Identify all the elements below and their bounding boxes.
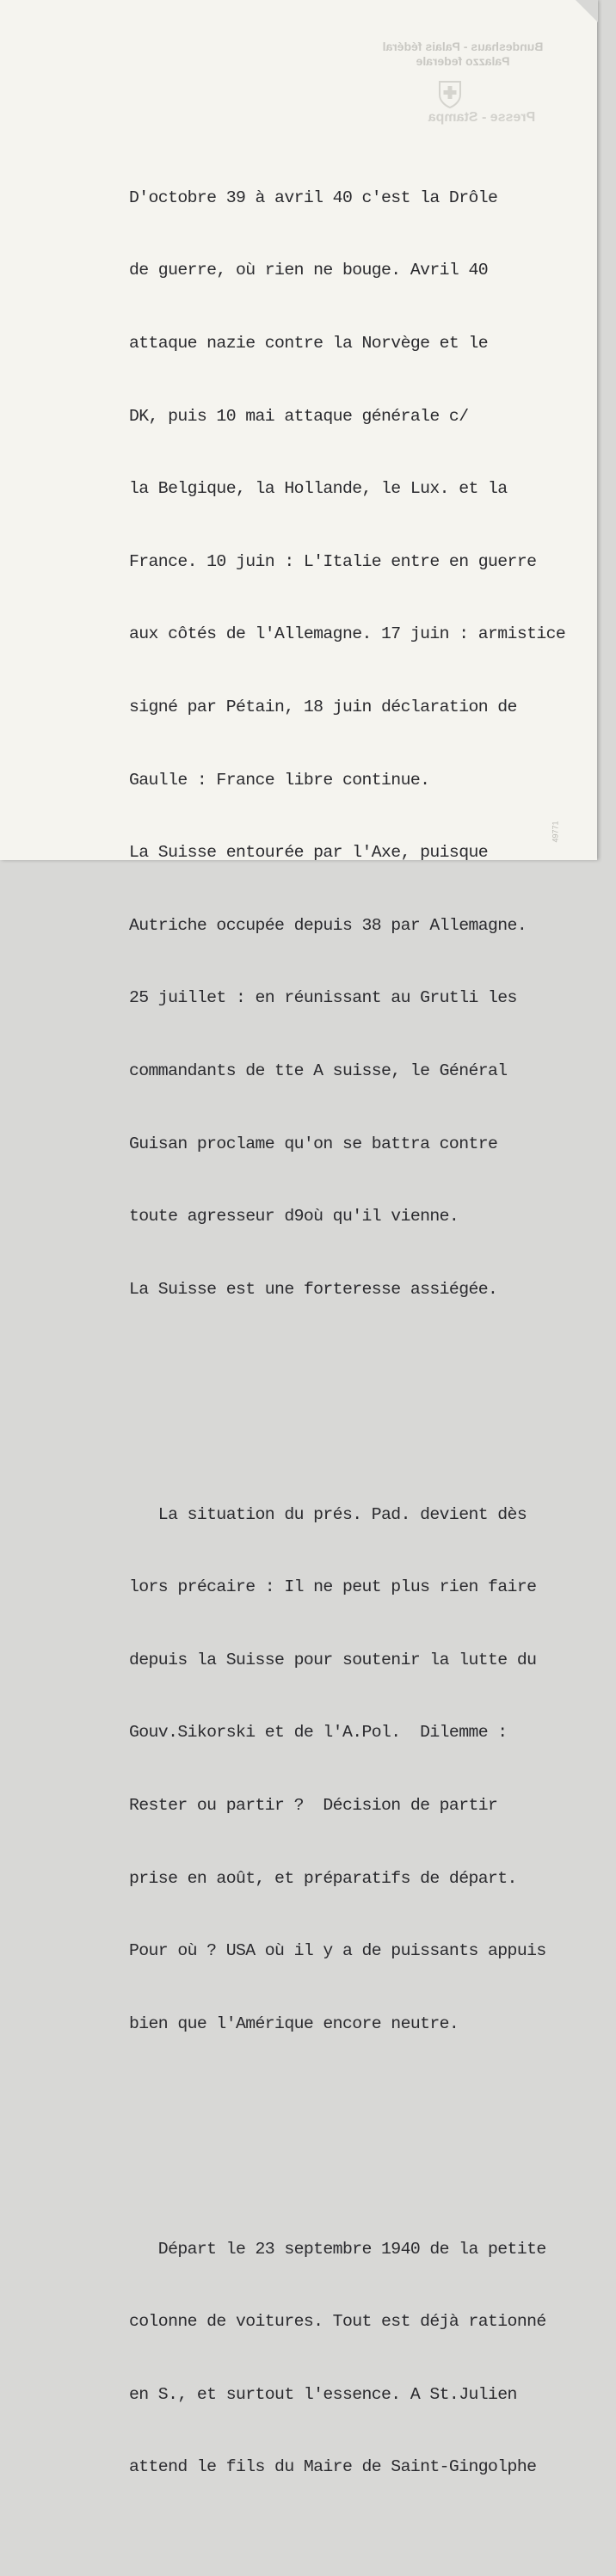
letterhead-show-through [360, 40, 566, 69]
text-line: commandants de tte A suisse, le Général [129, 1061, 508, 1080]
text-line: attend le fils du Maire de Saint-Gingolphe [129, 2457, 537, 2477]
letterhead-line-3: Presse - Stampa [428, 110, 536, 125]
typewritten-text [129, 89, 594, 2576]
text-line: lors précaire : Il ne peut plus rien faire [129, 1577, 537, 1597]
text-line: colonne de voitures. Tout est déjà rationné [129, 2312, 546, 2332]
text-line: Guisan proclame qu'on se battra contre [129, 1134, 498, 1153]
text-line: Gaulle : France libre continue. [129, 770, 430, 790]
text-line: la Belgique, la Hollande, le Lux. et la [129, 479, 508, 499]
text-line: La Suisse est une forteresse assiégée. [129, 1279, 498, 1299]
text-line: Pour où ? USA où il y a de puissants appuis [129, 1941, 546, 1961]
text-line: Autriche occupée depuis 38 par Allemagne. [129, 915, 527, 935]
letterhead-line-1: Bundeshaus - Palais fédéral [382, 40, 544, 53]
folded-corner [576, 0, 598, 22]
text-line: France. 10 juin : L'Italie entre en guerre [129, 551, 537, 571]
text-line: La Suisse entourée par l'Axe, puisque [129, 843, 489, 863]
text-line: 25 juillet : en réunissant au Grutli les [129, 988, 517, 1008]
text-line: prise en août, et préparatifs de départ. [129, 1868, 517, 1888]
paragraph-gap [129, 1399, 594, 1405]
text-line: D'octobre 39 à avril 40 c'est la Drôle [129, 188, 498, 207]
text-line: La situation du prés. Pad. devient dès [129, 1504, 527, 1524]
text-line: depuis la Suisse pour soutenir la lutte du [129, 1650, 537, 1669]
text-line: de guerre, où rien ne bouge. Avril 40 [129, 261, 489, 280]
text-line: toute agresseur d9où qu'il vienne. [129, 1207, 459, 1227]
paragraph-1 [129, 137, 594, 1349]
text-line: Rester ou partir ? Décision de partir [129, 1795, 498, 1815]
paragraph-2 [129, 1454, 594, 2084]
text-line: attaque nazie contre la Norvège et le [129, 334, 489, 353]
text-line: Gouv.Sikorski et de l'A.Pol. Dilemme : [129, 1723, 508, 1743]
text-line: signé par Pétain, 18 juin déclaration de [129, 697, 517, 716]
paragraph-gap [129, 2133, 594, 2140]
text-line: bien que l'Amérique encore neutre. [129, 2013, 459, 2033]
archive-code: 49771 [551, 821, 560, 843]
text-line: DK, puis 10 mai attaque générale c/ [129, 406, 469, 426]
text-line: aux côtés de l'Allemagne. 17 juin : armistice [129, 624, 566, 644]
text-line: Départ le 23 septembre 1940 de la petite [129, 2239, 546, 2259]
letterhead-line-2: Palazzo federale [416, 54, 510, 68]
text-line: en S., et surtout l'essence. A St.Julien [129, 2384, 517, 2404]
paragraph-3 [129, 2188, 594, 2528]
